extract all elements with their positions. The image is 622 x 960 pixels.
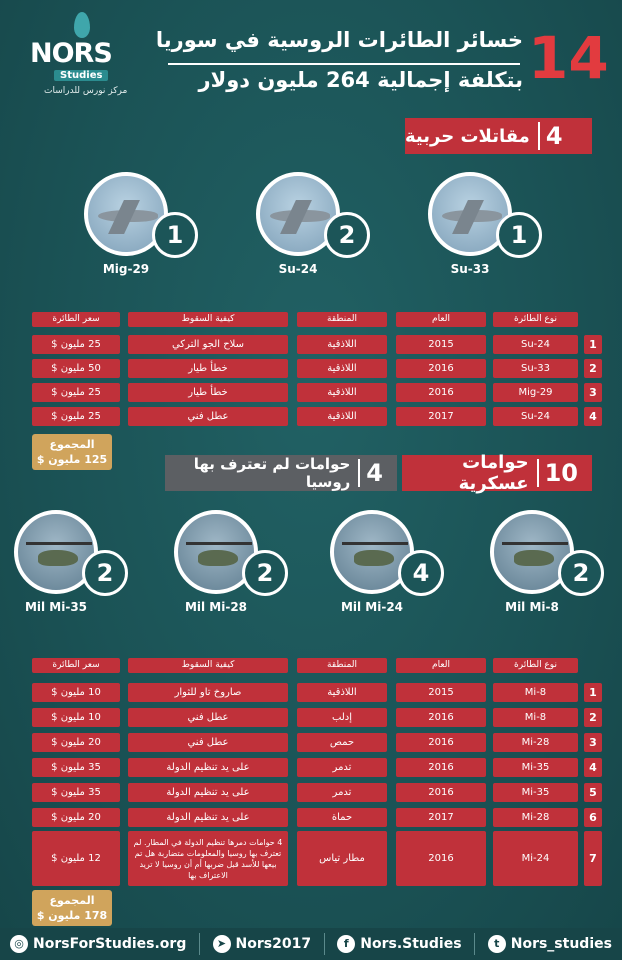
- aircraft-count: 2: [82, 550, 128, 596]
- header-type: نوع الطائرة: [493, 658, 578, 673]
- cell-type: Mi-28: [493, 733, 578, 752]
- row-number: 1: [584, 335, 602, 354]
- cell-price: 10 مليون $: [32, 708, 120, 727]
- cell-how-note: 4 حوامات دمرها تنظيم الدولة في المطار. لم تعترف بها روسيا والمعلومات متضاربة هل تم بيعها للأسد قبل ضربها أم أن روسيا لا تريد الاعتراف بها: [128, 831, 288, 886]
- facebook-link[interactable]: [337, 935, 461, 953]
- helis-banner: [402, 452, 592, 494]
- cell-year: 2016: [396, 758, 486, 777]
- cell-region: اللاذقية: [297, 359, 387, 378]
- cell-how: عطل فني: [128, 733, 288, 752]
- cell-how: على يد تنظيم الدولة: [128, 808, 288, 827]
- cell-year: 2016: [396, 359, 486, 378]
- cell-type: Mi-28: [493, 808, 578, 827]
- total-label: المجموع: [49, 438, 95, 451]
- telegram-text: Nors2017: [235, 936, 312, 952]
- title-divider: [168, 63, 520, 65]
- row-number: 1: [584, 683, 602, 702]
- cell-price: 35 مليون $: [32, 783, 120, 802]
- header-type: نوع الطائرة: [493, 312, 578, 327]
- cell-how: على يد تنظيم الدولة: [128, 783, 288, 802]
- fighters-total: [32, 434, 112, 470]
- row-number: 2: [584, 359, 602, 378]
- footer: [0, 928, 622, 960]
- unacknowledged-banner: [165, 455, 397, 491]
- aircraft-name: Su-24: [278, 262, 318, 276]
- facebook-icon: f: [337, 935, 355, 953]
- aircraft-name: Mil Mi-28: [184, 600, 248, 614]
- cell-price: 25 مليون $: [32, 335, 120, 354]
- cell-type: Mi-35: [493, 758, 578, 777]
- logo-subtitle: Studies: [54, 70, 108, 81]
- cell-region: اللاذقية: [297, 683, 387, 702]
- cell-type: Mig-29: [493, 383, 578, 402]
- telegram-link[interactable]: [213, 935, 312, 953]
- cell-price: 35 مليون $: [32, 758, 120, 777]
- aircraft-count: 2: [558, 550, 604, 596]
- cell-how: سلاح الجو التركي: [128, 335, 288, 354]
- twitter-icon: t: [488, 935, 506, 953]
- cell-price: 12 مليون $: [32, 831, 120, 886]
- cell-type: Su-24: [493, 407, 578, 426]
- aircraft-mi8: [462, 510, 612, 620]
- fighters-banner: [405, 118, 592, 154]
- cell-year: 2017: [396, 808, 486, 827]
- telegram-icon: ➤: [213, 935, 231, 953]
- cell-how: عطل فني: [128, 407, 288, 426]
- page-subtitle: بتكلفة إجمالية 264 مليون دولار: [198, 68, 523, 92]
- row-number: 3: [584, 733, 602, 752]
- aircraft-su33: [400, 172, 550, 282]
- total-value: 178 مليون $: [36, 909, 108, 922]
- cell-year: 2016: [396, 733, 486, 752]
- header-year: العام: [396, 658, 486, 673]
- row-number: 4: [584, 758, 602, 777]
- aircraft-su24: [228, 172, 378, 282]
- cell-price: 10 مليون $: [32, 683, 120, 702]
- fighters-count: 4: [538, 122, 569, 150]
- row-number: 5: [584, 783, 602, 802]
- cell-region: حمص: [297, 733, 387, 752]
- header-price: سعر الطائرة: [32, 312, 120, 327]
- cell-type: Mi-35: [493, 783, 578, 802]
- globe-icon: ◎: [10, 935, 28, 953]
- divider: [324, 933, 325, 955]
- cell-region: مطار تياس: [297, 831, 387, 886]
- cell-price: 20 مليون $: [32, 733, 120, 752]
- cell-how: على يد تنظيم الدولة: [128, 758, 288, 777]
- facebook-text: Nors.Studies: [360, 936, 462, 952]
- cell-price: 20 مليون $: [32, 808, 120, 827]
- aircraft-name: Mil Mi-24: [340, 600, 404, 614]
- helis-title: حوامات عسكرية: [458, 452, 529, 494]
- aircraft-count: 4: [398, 550, 444, 596]
- page-title: خسائر الطائرات الروسية في سوريا: [155, 28, 523, 52]
- logo-arabic: مركز نورس للدراسات: [44, 86, 128, 96]
- aircraft-count: 1: [496, 212, 542, 258]
- cell-region: تدمر: [297, 758, 387, 777]
- cell-price: 50 مليون $: [32, 359, 120, 378]
- cell-how: خطأ طيار: [128, 359, 288, 378]
- aircraft-count: 2: [242, 550, 288, 596]
- cell-region: اللاذقية: [297, 335, 387, 354]
- aircraft-name: Mil Mi-8: [505, 600, 559, 614]
- unacknowledged-count: 4: [358, 459, 389, 487]
- website-text: NorsForStudies.org: [33, 936, 187, 952]
- aircraft-count: 1: [152, 212, 198, 258]
- aircraft-name: Mig-29: [102, 262, 150, 276]
- cell-type: Mi-8: [493, 683, 578, 702]
- cell-price: 25 مليون $: [32, 383, 120, 402]
- cell-region: اللاذقية: [297, 407, 387, 426]
- aircraft-name: Su-33: [450, 262, 490, 276]
- cell-type: Su-24: [493, 335, 578, 354]
- cell-year: 2016: [396, 708, 486, 727]
- cell-region: إدلب: [297, 708, 387, 727]
- header-price: سعر الطائرة: [32, 658, 120, 673]
- unacknowledged-title: حوامات لم تعترف بها روسيا: [193, 455, 351, 491]
- drop-icon: [74, 12, 90, 38]
- total-label: المجموع: [49, 894, 95, 907]
- divider: [199, 933, 200, 955]
- aircraft-mi35: [0, 510, 136, 620]
- aircraft-count: 2: [324, 212, 370, 258]
- aircraft-mi24: [302, 510, 452, 620]
- row-number: 2: [584, 708, 602, 727]
- row-number: 7: [584, 831, 602, 886]
- cell-year: 2016: [396, 831, 486, 886]
- website-link[interactable]: [10, 935, 186, 953]
- header-region: المنطقة: [297, 312, 387, 327]
- row-number: 6: [584, 808, 602, 827]
- logo-text: NORS: [30, 38, 112, 69]
- helis-count: 10: [537, 459, 584, 487]
- cell-how: عطل فني: [128, 708, 288, 727]
- header-how: كيفية السقوط: [128, 658, 288, 673]
- row-number: 4: [584, 407, 602, 426]
- cell-year: 2016: [396, 383, 486, 402]
- cell-price: 25 مليون $: [32, 407, 120, 426]
- cell-region: اللاذقية: [297, 383, 387, 402]
- header-how: كيفية السقوط: [128, 312, 288, 327]
- aircraft-mig29: [56, 172, 206, 282]
- cell-how: خطأ طيار: [128, 383, 288, 402]
- cell-how: صاروخ تاو للثوار: [128, 683, 288, 702]
- aircraft-mi28: [146, 510, 296, 620]
- cell-type: Su-33: [493, 359, 578, 378]
- twitter-text: Nors_studies: [510, 936, 612, 952]
- fighters-title: مقاتلات حربية: [405, 125, 530, 147]
- row-number: 3: [584, 383, 602, 402]
- cell-year: 2015: [396, 335, 486, 354]
- total-count: 14: [528, 24, 609, 92]
- cell-type: Mi-24: [493, 831, 578, 886]
- cell-region: حماة: [297, 808, 387, 827]
- nors-logo: [14, 12, 144, 96]
- cell-region: تدمر: [297, 783, 387, 802]
- header-year: العام: [396, 312, 486, 327]
- total-value: 125 مليون $: [36, 453, 108, 466]
- cell-year: 2016: [396, 783, 486, 802]
- cell-type: Mi-8: [493, 708, 578, 727]
- helis-total: [32, 890, 112, 926]
- cell-year: 2017: [396, 407, 486, 426]
- aircraft-name: Mil Mi-35: [24, 600, 88, 614]
- divider: [474, 933, 475, 955]
- cell-year: 2015: [396, 683, 486, 702]
- twitter-link[interactable]: [488, 935, 612, 953]
- header-region: المنطقة: [297, 658, 387, 673]
